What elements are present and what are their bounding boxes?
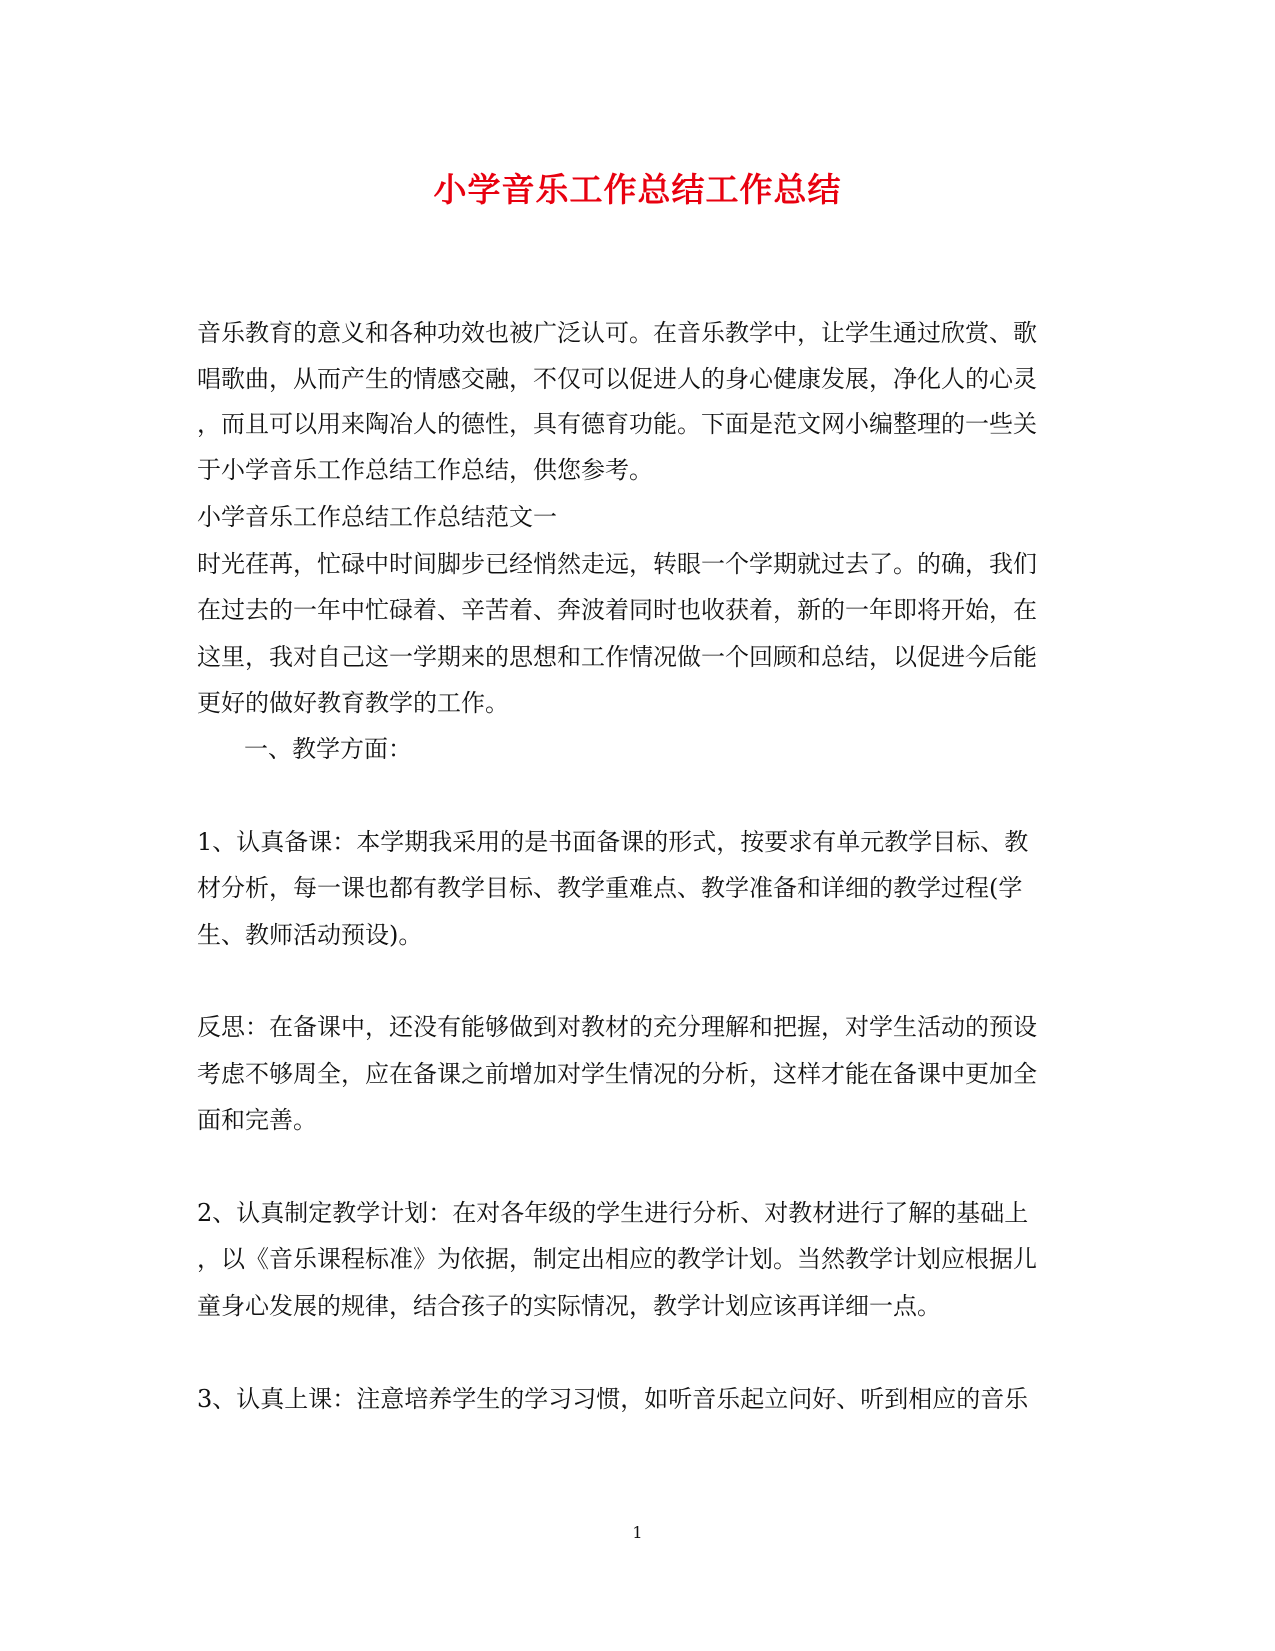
- text-line: 3、认真上课：注意培养学生的学习习惯，如听音乐起立问好、听到相应的音乐: [197, 1385, 1029, 1413]
- text-line: 于小学音乐工作总结工作总结，供您参考。: [197, 456, 653, 484]
- text-line: 材分析，每一课也都有教学目标、教学重难点、教学准备和详细的教学过程(学: [197, 874, 1023, 902]
- subsection-heading: 一、教学方面：: [244, 735, 412, 763]
- text-line: 在过去的一年中忙碌着、辛苦着、奔波着同时也收获着，新的一年即将开始，在: [197, 596, 1037, 624]
- text-line: 生、教师活动预设)。: [197, 921, 423, 949]
- text-line: 音乐教育的意义和各种功效也被广泛认可。在音乐教学中，让学生通过欣赏、歌: [197, 319, 1037, 347]
- text-line: 时光荏苒，忙碌中时间脚步已经悄然走远，转眼一个学期就过去了。的确，我们: [197, 550, 1037, 578]
- text-line: ，以《音乐课程标准》为依据，制定出相应的教学计划。当然教学计划应根据儿: [197, 1245, 1037, 1273]
- text-line: 更好的做好教育教学的工作。: [197, 689, 509, 717]
- text-line: 考虑不够周全，应在备课之前增加对学生情况的分析，这样才能在备课中更加全: [197, 1060, 1037, 1088]
- text-line: 这里，我对自己这一学期来的思想和工作情况做一个回顾和总结，以促进今后能: [197, 643, 1037, 671]
- text-line: 面和完善。: [197, 1106, 317, 1134]
- section-heading: 小学音乐工作总结工作总结范文一: [197, 503, 557, 531]
- text-line: 唱歌曲，从而产生的情感交融，不仅可以促进人的身心健康发展，净化人的心灵: [197, 365, 1037, 393]
- page-number: 1: [632, 1523, 643, 1542]
- text-line: 反思：在备课中，还没有能够做到对教材的充分理解和把握，对学生活动的预设: [197, 1013, 1037, 1041]
- text-line: 2、认真制定教学计划：在对各年级的学生进行分析、对教材进行了解的基础上: [197, 1199, 1029, 1227]
- text-line: 1、认真备课：本学期我采用的是书面备课的形式，按要求有单元教学目标、教: [197, 828, 1029, 856]
- text-line: 童身心发展的规律，结合孩子的实际情况，教学计划应该再详细一点。: [197, 1292, 941, 1320]
- text-line: ，而且可以用来陶冶人的德性，具有德育功能。下面是范文网小编整理的一些关: [197, 410, 1037, 438]
- document-title: 小学音乐工作总结工作总结: [433, 170, 842, 209]
